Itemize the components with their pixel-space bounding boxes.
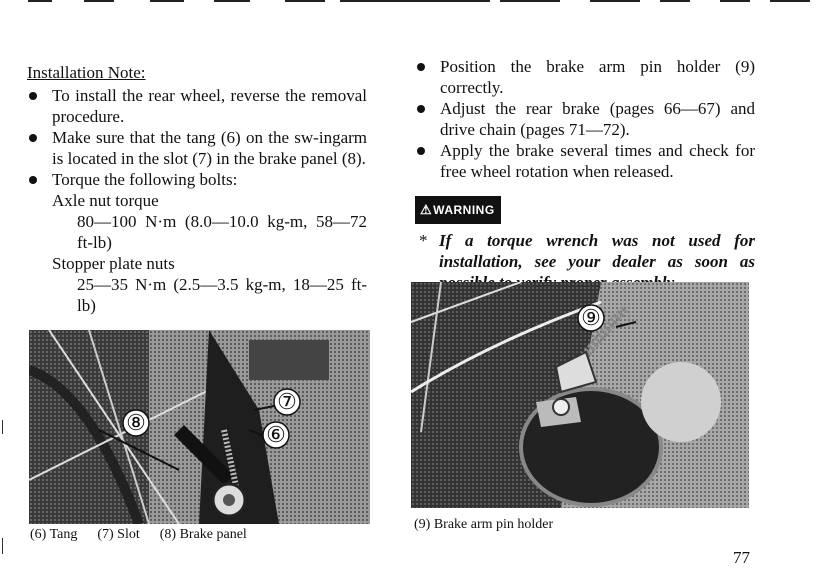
photo1-caption — [30, 527, 370, 543]
bullet-item — [27, 169, 367, 190]
photo-brake-arm-pin-holder — [411, 282, 749, 508]
warning-icon: ⚠ — [420, 202, 433, 217]
callout-9: ⑨ — [581, 305, 601, 330]
caption-brake-panel: (8) Brake panel — [159, 527, 247, 542]
warning-label: WARNING — [433, 203, 495, 217]
caption-tang: (6) Tang — [30, 527, 78, 542]
bullet-text: To install the rear wheel, reverse the removal procedure. — [52, 86, 367, 126]
callout-6: ⑥ — [266, 422, 286, 447]
callout-8: ⑧ — [126, 410, 146, 435]
caption-slot: (7) Slot — [97, 527, 140, 542]
bullet-text: Position the brake arm pin holder (9) correctly. — [440, 57, 755, 97]
bullet-text: Torque the following bolts: — [52, 170, 238, 189]
page-number: 77 — [733, 548, 750, 567]
scan-edge-mark — [2, 420, 3, 434]
bullet-text: Adjust the rear brake (pages 66—67) and drive chain (pages 71—72). — [440, 99, 755, 139]
axle-nut-label: Axle nut torque — [52, 191, 159, 210]
bullet-item — [27, 127, 367, 169]
bullet-item — [415, 98, 755, 140]
bullet-item — [27, 85, 367, 127]
warning-text-body: If a torque wrench was not used for installation, see your dealer as soon as — [439, 231, 755, 271]
right-column — [415, 56, 755, 293]
bullet-item — [415, 140, 755, 182]
bullet-text: Make sure that the tang (6) on the sw-ingarm is located in the slot (7) in the brake panel (8). — [52, 128, 367, 168]
scan-edge-mark — [2, 538, 3, 554]
warning-star: * — [419, 231, 428, 250]
warning-badge — [415, 196, 501, 224]
bullet-text: Apply the brake several times and check for free wheel rotation when released. — [440, 141, 755, 181]
axle-nut-value: 80—100 N·m (8.0—10.0 kg-m, 58—72 ft-lb) — [77, 212, 367, 252]
stopper-plate-label: Stopper plate nuts — [52, 254, 175, 273]
left-column — [27, 62, 367, 316]
photo-rear-wheel-brake-panel — [29, 330, 370, 524]
installation-heading: Installation Note: — [27, 63, 146, 82]
callout-7: ⑦ — [277, 389, 297, 414]
photo2-caption: (9) Brake arm pin holder — [414, 517, 554, 532]
top-border — [0, 0, 820, 6]
bullet-item — [415, 56, 755, 98]
stopper-plate-value: 25—35 N·m (2.5—3.5 kg-m, 18—25 ft-lb) — [77, 275, 367, 315]
